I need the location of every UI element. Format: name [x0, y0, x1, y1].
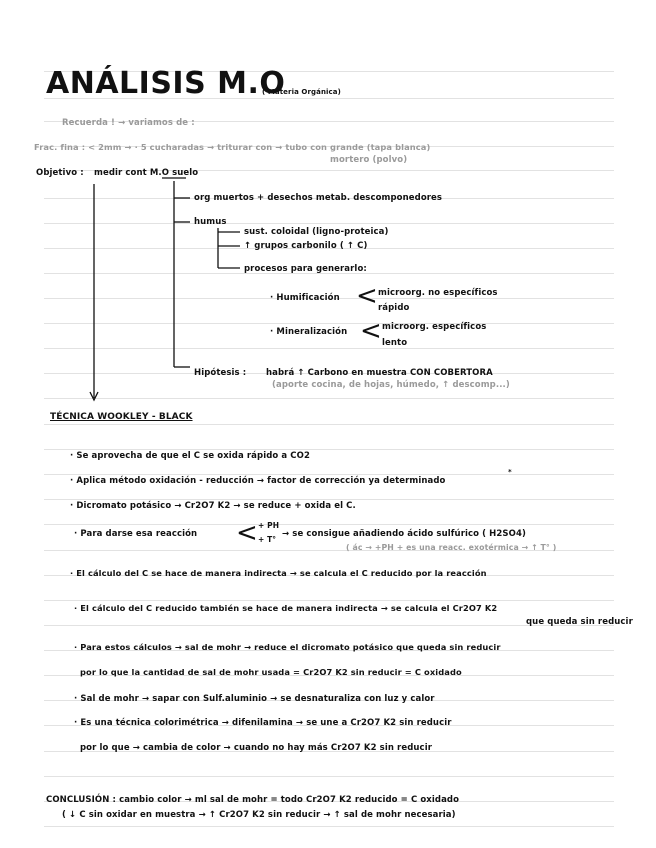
- tree-humus: humus: [194, 217, 227, 227]
- tree-humificacion-b: rápido: [378, 303, 410, 313]
- bullet-sal-mohr: · Sal de mohr → sapar con Sulf.aluminio → se desnaturaliza con luz y calor: [74, 694, 435, 704]
- objetivo-text: medir cont M.O suelo: [94, 168, 199, 178]
- bullet-calculo: · El cálculo del C se hace de manera indirecta → se calcula el C reducido por la reacción: [70, 568, 487, 578]
- tree-humificacion: · Humificación: [270, 293, 340, 303]
- bullet-metodo-asterisk: *: [508, 468, 512, 476]
- tree-sust: sust. coloidal (ligno-proteica): [244, 227, 389, 237]
- bullet-mohr-2: por lo que la cantidad de sal de mohr usada = Cr2O7 K2 sin reducir = C oxidado: [80, 667, 462, 677]
- bullet-oxida: · Se aprovecha de que el C se oxida rápido a CO2: [70, 451, 310, 461]
- hipotesis-note: (aporte cocina, de hojas, húmedo, ↑ descomp...): [272, 380, 510, 390]
- brace-reaccion: <: [236, 518, 258, 548]
- tree-mineralizacion-a: microorg. específicos: [382, 322, 487, 332]
- tree-procesos: procesos para generarlo:: [244, 264, 367, 274]
- tree-grupos: ↑ grupos carbonilo ( ↑ C): [244, 241, 368, 251]
- bullet-reaccion-note: ( ác → +PH + es una reacc. exotérmica → ↑ T° ): [346, 543, 557, 552]
- hipotesis-label: Hipótesis :: [194, 368, 247, 378]
- bullet-reaccion-tail: → se consigue añadiendo ácido sulfúrico ( H2SO4): [282, 529, 526, 539]
- bullet-metodo: · Aplica método oxidación - reducción → factor de corrección ya determinado: [70, 476, 446, 486]
- bullet-calculo-reducido-2: que queda sin reducir: [526, 617, 633, 627]
- bullet-colorimetrica-2: por lo que → cambia de color → cuando no hay más Cr2O7 K2 sin reducir: [80, 743, 432, 753]
- bullet-colorimetrica-1: · Es una técnica colorimétrica → difenilamina → se une a Cr2O7 K2 sin reducir: [74, 718, 452, 728]
- hipotesis-text: habrá ↑ Carbono en muestra CON COBERTORA: [266, 368, 493, 378]
- tree-org: org muertos + desechos metab. descomponedores: [194, 193, 443, 203]
- conclusion-line-1: CONCLUSIÓN : cambio color → ml sal de mohr = todo Cr2O7 K2 reducido = C oxidado: [46, 795, 460, 805]
- conclusion-line-2: ( ↓ C sin oxidar en muestra → ↑ Cr2O7 K2 sin reducir → ↑ sal de mohr necesaria): [62, 810, 456, 820]
- tecnica-heading: TÉCNICA WOOKLEY - BLACK: [50, 412, 193, 422]
- frac-sub: mortero (polvo): [330, 155, 408, 165]
- bullet-reaccion-ph: + PH: [258, 521, 280, 530]
- frac-line: Frac. fina : < 2mm → · 5 cucharadas → triturar con → tubo con grande (tapa blanca): [34, 142, 431, 152]
- tree-mineralizacion: · Mineralización: [270, 327, 348, 337]
- objetivo-label: Objetivo :: [36, 168, 84, 178]
- page-subtitle: ( Materia Orgánica): [262, 88, 341, 96]
- bullet-mohr-1: · Para estos cálculos → sal de mohr → reduce el dicromato potásico que queda sin reducir: [74, 642, 501, 652]
- brace-humificacion: <: [356, 281, 378, 311]
- page-title: ANÁLISIS M.O: [46, 66, 286, 101]
- bullet-calculo-reducido-1: · El cálculo del C reducido también se hace de manera indirecta → se calcula el Cr2O7 K2: [74, 603, 498, 613]
- bullet-reaccion-lead: · Para darse esa reacción: [74, 529, 198, 539]
- bullet-dicromato: · Dicromato potásico → Cr2O7 K2 → se reduce + oxida el C.: [70, 501, 356, 511]
- tree-mineralizacion-b: lento: [382, 338, 408, 348]
- brace-mineralizacion: <: [360, 316, 382, 346]
- bullet-reaccion-t: + T°: [258, 535, 277, 544]
- recuerda-note: Recuerda ! → variamos de :: [62, 118, 195, 128]
- tree-humificacion-a: microorg. no específicos: [378, 288, 498, 298]
